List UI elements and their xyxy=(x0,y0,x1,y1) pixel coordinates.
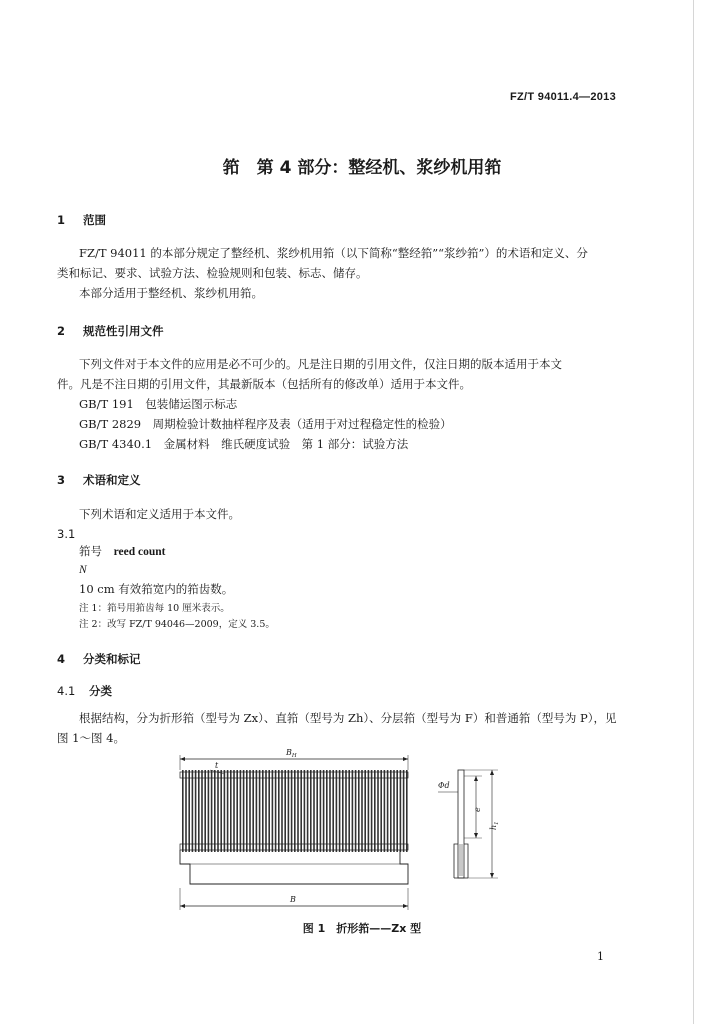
reed-dent xyxy=(233,770,235,852)
figure-caption: 图 1 折形筘——Zx 型 xyxy=(302,922,422,935)
reed-dent xyxy=(192,770,194,852)
section-title: 规范性引用文件 xyxy=(83,324,164,338)
reed-dent xyxy=(345,770,347,852)
subsection-4-1-heading xyxy=(57,683,112,699)
section-title: 范围 xyxy=(83,213,106,227)
reed-dent xyxy=(361,770,363,852)
reed-dent xyxy=(275,770,277,852)
reed-dent xyxy=(188,770,190,852)
reed-dent xyxy=(326,770,328,852)
reed-dent xyxy=(217,770,219,852)
section-3-heading xyxy=(57,472,141,488)
reed-dent xyxy=(278,770,280,852)
reed-dent xyxy=(339,770,341,852)
section-title: 分类和标记 xyxy=(83,652,141,666)
reed-dent xyxy=(294,770,296,852)
reed-dent xyxy=(281,770,283,852)
reed-dent xyxy=(307,770,309,852)
reed-dent xyxy=(374,770,376,852)
reed-dent xyxy=(371,770,373,852)
reed-dent xyxy=(297,770,299,852)
paragraph: 本部分适用于整经机、浆纱机用筘。 xyxy=(79,286,263,300)
reed-dent xyxy=(185,770,187,852)
reed-dent xyxy=(256,770,258,852)
reed-dent xyxy=(396,770,398,852)
section-number: 4.1 xyxy=(57,684,76,698)
reed-dent xyxy=(358,770,360,852)
reed-dent xyxy=(259,770,261,852)
reed-dent xyxy=(220,770,222,852)
reed-dent xyxy=(268,770,270,852)
reed-dent xyxy=(284,770,286,852)
label-e: e xyxy=(473,807,482,812)
reed-dent xyxy=(316,770,318,852)
reed-dent xyxy=(393,770,395,852)
reed-dent xyxy=(355,770,357,852)
reed-dent xyxy=(332,770,334,852)
reed-dent xyxy=(291,770,293,852)
reed-dent xyxy=(387,770,389,852)
reed-dent xyxy=(243,770,245,852)
reed-dent xyxy=(342,770,344,852)
paragraph: 下列文件对于本文件的应用是必不可少的。凡是注日期的引用文件，仅注日期的版本适用于本文 xyxy=(79,357,562,371)
reed-dent xyxy=(249,770,251,852)
label-bh: $B_H$ xyxy=(286,748,297,759)
reed-dent xyxy=(348,770,350,852)
reed-dents xyxy=(182,770,408,852)
section-number: 1 xyxy=(57,213,66,227)
clause-number: 3.1 xyxy=(57,527,76,541)
reed-dent xyxy=(403,770,405,852)
reed-dent xyxy=(329,770,331,852)
reference-item: GB/T 191 包装储运图示标志 xyxy=(79,397,238,411)
reed-dent xyxy=(252,770,254,852)
note: 注 2：改写 FZ/T 94046—2009，定义 3.5。 xyxy=(79,619,275,630)
reed-dent xyxy=(406,770,408,852)
paragraph: 图 1～图 4。 xyxy=(57,731,125,745)
reed-dent xyxy=(304,770,306,852)
reed-dent xyxy=(211,770,213,852)
reed-dent xyxy=(320,770,322,852)
reed-dent xyxy=(227,770,229,852)
label-phi-d: Φd xyxy=(438,781,450,790)
section-number: 3 xyxy=(57,473,66,487)
reed-dent xyxy=(390,770,392,852)
section-1-heading xyxy=(57,212,106,228)
section-number: 4 xyxy=(57,652,66,666)
term-entry xyxy=(79,541,166,562)
reed-dent xyxy=(198,770,200,852)
figure-1-side-view xyxy=(436,768,508,888)
reed-dent xyxy=(288,770,290,852)
reed-dent xyxy=(214,770,216,852)
reference-item: GB/T 2829 周期检验计数抽样程序及表（适用于对过程稳定性的检验） xyxy=(79,417,452,431)
reed-dent xyxy=(336,770,338,852)
label-t: t xyxy=(215,761,219,770)
reed-dent xyxy=(201,770,203,852)
term-chinese: 筘号 xyxy=(79,544,102,558)
reed-dent xyxy=(384,770,386,852)
section-title: 分类 xyxy=(89,684,112,698)
page-number: 1 xyxy=(597,950,604,963)
reed-dent xyxy=(313,770,315,852)
section-4-heading xyxy=(57,651,141,667)
section-title: 术语和定义 xyxy=(83,473,141,487)
term-symbol: N xyxy=(79,564,87,576)
reed-dent xyxy=(400,770,402,852)
reed-dent xyxy=(300,770,302,852)
reed-dent xyxy=(195,770,197,852)
reed-dent xyxy=(368,770,370,852)
paragraph: 类和标记、要求、试验方法、检验规则和包装、标志、储存。 xyxy=(57,266,368,280)
note: 注 1：筘号用筘齿每 10 厘米表示。 xyxy=(79,603,230,614)
reed-dent xyxy=(204,770,206,852)
paragraph: FZ/T 94011 的本部分规定了整经机、浆纱机用筘（以下简称“整经筘”“浆纱筘”）的术语和定义、分 xyxy=(79,246,588,260)
reed-dent xyxy=(323,770,325,852)
reed-dent xyxy=(224,770,226,852)
reed-dent xyxy=(380,770,382,852)
reed-dent xyxy=(272,770,274,852)
page-title: 筘 第 4 部分：整经机、浆纱机用筘 xyxy=(222,158,502,178)
reed-dent xyxy=(208,770,210,852)
reed-dent xyxy=(262,770,264,852)
paragraph: 根据结构，分为折形筘（型号为 Zx）、直筘（型号为 Zh）、分层筘（型号为 F）和普通筘（型号为 P），见 xyxy=(79,711,617,725)
reed-dent xyxy=(310,770,312,852)
label-h1: $h_1$ xyxy=(489,821,500,830)
figure-1-front-view xyxy=(168,740,424,912)
paragraph: 下列术语和定义适用于本文件。 xyxy=(79,507,240,521)
reed-dent xyxy=(236,770,238,852)
paragraph: 件。凡是不注日期的引用文件，其最新版本（包括所有的修改单）适用于本文件。 xyxy=(57,377,471,391)
reed-dent xyxy=(352,770,354,852)
reed-dent xyxy=(377,770,379,852)
section-number: 2 xyxy=(57,324,66,338)
reed-dent xyxy=(240,770,242,852)
term-definition: 10 cm 有效筘宽内的筘齿数。 xyxy=(79,582,234,596)
reed-dent xyxy=(230,770,232,852)
label-b: B xyxy=(290,895,296,904)
reed-dent xyxy=(246,770,248,852)
reed-dent xyxy=(182,770,184,852)
section-2-heading xyxy=(57,323,164,339)
reed-dent xyxy=(265,770,267,852)
standard-code: FZ/T 94011.4—2013 xyxy=(510,91,616,103)
reference-item: GB/T 4340.1 金属材料 维氏硬度试验 第 1 部分：试验方法 xyxy=(79,437,409,451)
reed-dent xyxy=(364,770,366,852)
term-english: reed count xyxy=(113,546,166,558)
